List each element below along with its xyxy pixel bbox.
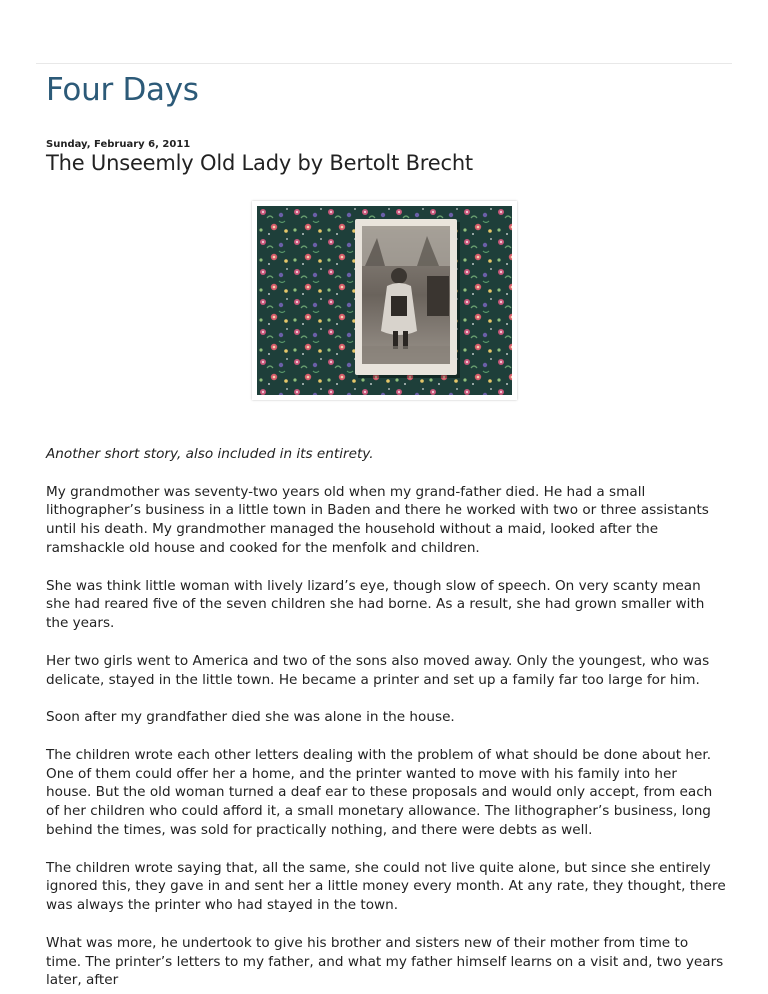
post-paragraph: What was more, he undertook to give his brother and sisters new of their mother from time to time. The printer’s letters to my father, and what my father himself learns on a visit and, two years later, after — [46, 934, 724, 989]
post-body — [46, 445, 726, 994]
post-paragraph: Soon after my grandfather died she was alone in the house. — [46, 709, 455, 726]
post-date: Sunday, February 6, 2011 — [46, 139, 191, 150]
post-photo[interactable] — [252, 201, 517, 400]
photo-image — [257, 206, 512, 395]
post-paragraph: The children wrote each other letters dealing with the problem of what should be done about her. One of them could offer her a home, and the printer wanted to move with his family into her house. But the old woman turned a deaf ear to these proposals and would only accept, from each of her children who could afford it, a small monetary allowance. The lithographer’s business, long behind the times, was sold for practically nothing, and there were debts as well. — [46, 746, 713, 838]
blog-title-link[interactable]: Four Days — [46, 72, 199, 108]
post-paragraph: Her two girls went to America and two of the sons also moved away. Only the youngest, who was delicate, stayed in the little town. He became a printer and set up a family far too large for him. — [46, 652, 710, 688]
post-paragraph: She was think little woman with lively lizard’s eye, though slow of speech. On very scanty mean she had reared five of the seven children she had borne. As a result, she had grown smaller with the years. — [46, 577, 705, 632]
post-title: The Unseemly Old Lady by Bertolt Brecht — [46, 151, 473, 175]
post-intro: Another short story, also included in its entirety. — [46, 446, 374, 462]
post-paragraph: My grandmother was seventy-two years old when my grand-father died. He had a small lithographer’s business in a little town in Baden and there he worked with two or three assistants until his death. My grandmother managed the household without a maid, looked after the ramshackle old house and cooked for the menfolk and children. — [46, 483, 709, 556]
header-divider — [36, 63, 732, 64]
post-paragraph: The children wrote saying that, all the same, she could not live quite alone, but since she entirely ignored this, they gave in and sent her a little money every month. At any rate, they thought, there was always the printer who had stayed in the town. — [46, 859, 726, 914]
